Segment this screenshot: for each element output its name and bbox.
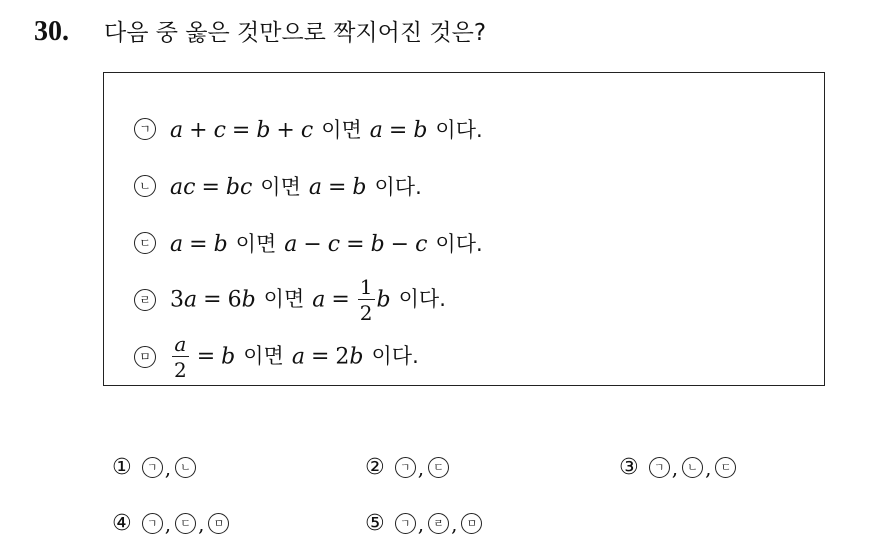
choice-marker: ㄷ xyxy=(428,457,449,478)
math-operator: = xyxy=(327,175,347,200)
statement-body xyxy=(170,274,454,326)
choice-marker: ㄱ xyxy=(142,457,163,478)
math-run xyxy=(256,118,270,143)
statement-text: 이다. xyxy=(398,287,446,311)
math-operator: = xyxy=(331,287,350,312)
statement-3 xyxy=(134,223,491,263)
math-run xyxy=(228,287,242,312)
math-number: 6 xyxy=(227,287,242,312)
math-variable: b xyxy=(352,175,367,200)
math-run xyxy=(305,344,335,369)
math-operator: = xyxy=(346,232,365,257)
statement-body xyxy=(170,228,491,258)
math-variable: b xyxy=(213,232,228,257)
math-variable: a xyxy=(291,344,305,369)
math-operator: + xyxy=(189,118,208,143)
math-variable: b xyxy=(376,287,391,312)
choice-number: ③ xyxy=(619,455,639,480)
math-run xyxy=(226,175,252,200)
choice-marker: ㄱ xyxy=(395,513,416,534)
statement-marker: ㄷ xyxy=(134,232,156,254)
math-run xyxy=(335,344,349,369)
math-run xyxy=(292,344,305,369)
math-run xyxy=(328,232,340,257)
math-number: 2 xyxy=(335,344,350,369)
statement-body xyxy=(170,114,491,144)
math-run xyxy=(184,287,197,312)
math-run xyxy=(371,232,385,257)
math-variable: c xyxy=(213,118,226,143)
statement-body xyxy=(170,331,427,383)
math-variable: a xyxy=(170,118,184,143)
choice-number: ④ xyxy=(112,511,132,536)
choice-number: ⑤ xyxy=(365,511,385,536)
math-variable: a xyxy=(184,287,198,312)
math-run xyxy=(301,118,313,143)
question-number: 30. xyxy=(34,16,69,47)
math-run xyxy=(195,175,225,200)
choice-marker: ㄱ xyxy=(649,457,670,478)
fraction-numerator: a xyxy=(174,331,187,356)
math-run xyxy=(352,175,366,200)
choice-2[interactable]: ② ㄱ , ㄷ xyxy=(365,455,449,480)
math-variable: b xyxy=(349,344,364,369)
math-operator: = xyxy=(231,118,251,143)
math-variable: a xyxy=(284,232,298,257)
statement-marker: ㄱ xyxy=(134,118,156,140)
statement-4 xyxy=(134,274,454,326)
math-run xyxy=(191,344,221,369)
math-run xyxy=(322,175,352,200)
math-number: 3 xyxy=(170,287,184,312)
math-run xyxy=(340,232,370,257)
statement-2 xyxy=(134,166,430,206)
math-run xyxy=(242,287,256,312)
statement-text: 이면 xyxy=(235,232,277,256)
math-variable: b xyxy=(413,118,428,143)
math-run xyxy=(383,118,413,143)
math-variable: b xyxy=(256,118,271,143)
math-run xyxy=(183,232,213,257)
math-variable: b xyxy=(221,344,236,369)
math-run xyxy=(377,287,391,312)
math-operator: = xyxy=(196,344,216,369)
question-header xyxy=(34,14,486,48)
choice-3[interactable]: ③ ㄱ , ㄴ , ㄷ xyxy=(619,455,736,480)
math-operator: = xyxy=(203,287,222,312)
statement-text: 이면 xyxy=(260,175,301,199)
choice-marker: ㄷ xyxy=(715,457,736,478)
fraction-denominator: 2 xyxy=(359,301,373,326)
math-variable: b xyxy=(241,287,256,312)
statement-5 xyxy=(134,331,427,383)
choice-marker: ㄴ xyxy=(175,457,196,478)
math-variable: a xyxy=(369,118,383,143)
statement-body xyxy=(170,171,430,201)
math-run xyxy=(170,232,183,257)
math-run xyxy=(270,118,300,143)
fraction-bar xyxy=(358,299,375,301)
math-variable: a xyxy=(312,287,326,312)
statement-text: 이다. xyxy=(374,175,422,199)
math-run xyxy=(197,287,227,312)
math-run xyxy=(214,232,228,257)
choice-1[interactable]: ① ㄱ , ㄴ xyxy=(112,455,196,480)
statement-text: 이다. xyxy=(435,232,483,256)
math-operator: = xyxy=(310,344,330,369)
math-run xyxy=(312,287,325,312)
fraction xyxy=(358,274,375,326)
math-variable: b xyxy=(370,232,385,257)
math-run xyxy=(385,232,415,257)
statement-text: 이면 xyxy=(321,118,362,142)
math-variable: c xyxy=(300,118,314,143)
math-operator: = xyxy=(388,118,408,143)
math-run xyxy=(297,232,327,257)
statement-text: 이면 xyxy=(243,344,284,368)
statement-box xyxy=(103,72,825,386)
math-operator: = xyxy=(201,175,220,200)
statement-marker: ㅁ xyxy=(134,346,156,368)
math-operator: = xyxy=(189,232,208,257)
math-run xyxy=(370,118,383,143)
statement-1 xyxy=(134,109,491,149)
math-run xyxy=(221,344,235,369)
choice-marker: ㄹ xyxy=(428,513,449,534)
math-run xyxy=(170,287,184,312)
question-text: 다음 중 옳은 것만으로 짝지어진 것은? xyxy=(104,20,487,46)
math-run xyxy=(309,175,322,200)
fraction-denominator: 2 xyxy=(174,358,187,383)
math-run xyxy=(284,232,297,257)
choice-number: ② xyxy=(365,455,385,480)
statement-text: 이다. xyxy=(435,118,483,142)
choice-4[interactable]: ④ ㄱ , ㄷ , ㅁ xyxy=(112,511,229,536)
math-run xyxy=(349,344,363,369)
choice-number: ① xyxy=(112,455,132,480)
math-run xyxy=(170,118,183,143)
choice-marker: ㅁ xyxy=(461,513,482,534)
fraction xyxy=(172,331,189,383)
choice-5[interactable]: ⑤ ㄱ , ㄹ , ㅁ xyxy=(365,511,482,536)
math-operator: − xyxy=(303,232,322,257)
math-run xyxy=(415,232,427,257)
statement-text: 이면 xyxy=(263,287,305,311)
choice-marker: ㄱ xyxy=(395,457,416,478)
fraction-bar xyxy=(172,356,189,358)
math-run xyxy=(183,118,213,143)
choice-marker: ㅁ xyxy=(208,513,229,534)
fraction-numerator: 1 xyxy=(359,274,373,299)
math-variable: bc xyxy=(225,175,253,200)
choice-marker: ㄴ xyxy=(682,457,703,478)
math-operator: + xyxy=(276,118,295,143)
math-variable: ac xyxy=(170,175,196,200)
math-run xyxy=(170,175,195,200)
math-variable: c xyxy=(327,232,341,257)
statement-marker: ㄹ xyxy=(134,289,156,311)
statement-marker: ㄴ xyxy=(134,175,156,197)
math-variable: a xyxy=(170,232,184,257)
math-run xyxy=(413,118,427,143)
math-operator: − xyxy=(390,232,410,257)
math-variable: a xyxy=(308,175,322,200)
math-run xyxy=(214,118,226,143)
statement-text: 이다. xyxy=(371,344,419,368)
math-run xyxy=(226,118,256,143)
choice-marker: ㄷ xyxy=(175,513,196,534)
math-variable: c xyxy=(415,232,428,257)
choice-marker: ㄱ xyxy=(142,513,163,534)
math-run xyxy=(325,287,355,312)
